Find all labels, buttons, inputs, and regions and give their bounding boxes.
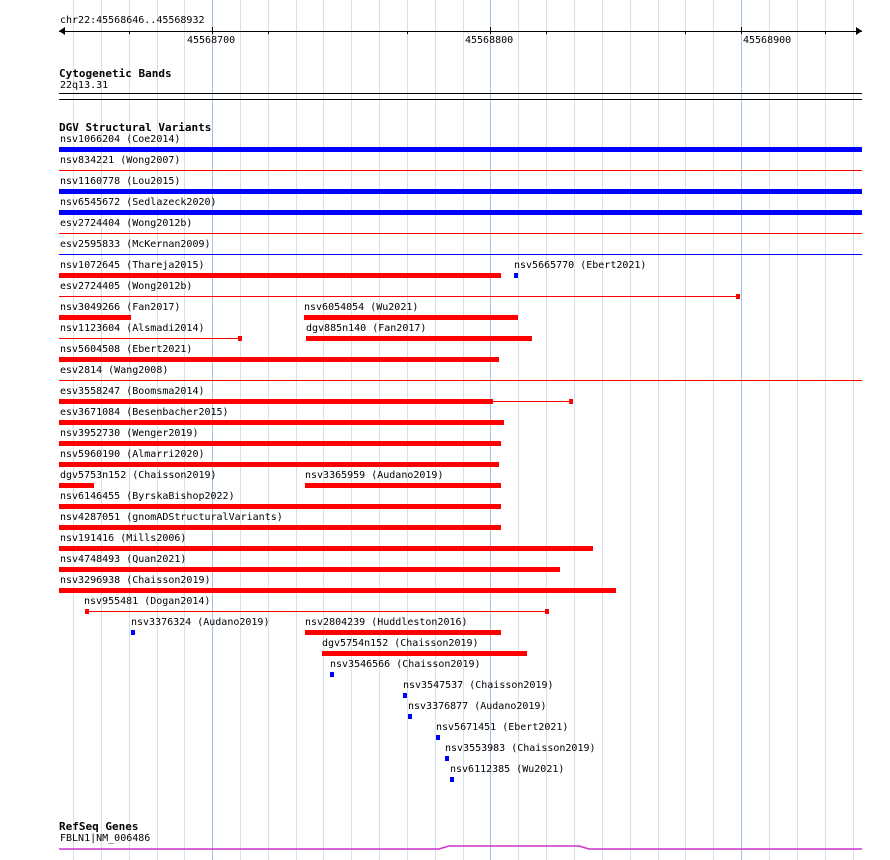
ruler-tick: [490, 27, 491, 34]
variant-label[interactable]: nsv3547537 (Chaisson2019): [403, 680, 554, 691]
grid-line: [685, 0, 686, 860]
variant-feature[interactable]: [306, 336, 532, 341]
ruler-tick: [407, 31, 408, 34]
variant-feature-tail: [493, 401, 571, 402]
tick-label: 45568900: [743, 35, 792, 46]
grid-line-major: [741, 0, 742, 860]
variant-label[interactable]: nsv6054054 (Wu2021): [304, 302, 419, 313]
variant-label[interactable]: nsv3376324 (Audano2019): [131, 617, 270, 628]
variant-feature[interactable]: [59, 380, 862, 381]
grid-line: [602, 0, 603, 860]
ruler-tick: [212, 27, 213, 34]
variant-label[interactable]: nsv1160778 (Lou2015): [60, 176, 181, 187]
variant-label[interactable]: nsv3952730 (Wenger2019): [60, 428, 199, 439]
variant-label[interactable]: nsv5671451 (Ebert2021): [436, 722, 569, 733]
grid-line: [713, 0, 714, 860]
variant-label[interactable]: nsv5960190 (Almarri2020): [60, 449, 205, 460]
refseq-gene-feature[interactable]: [59, 842, 862, 856]
grid-line: [658, 0, 659, 860]
variant-feature[interactable]: [322, 651, 527, 656]
variant-feature[interactable]: [408, 714, 412, 719]
variant-feature[interactable]: [450, 777, 454, 782]
variant-label[interactable]: nsv834221 (Wong2007): [60, 155, 181, 166]
variant-label[interactable]: dgv5754n152 (Chaisson2019): [322, 638, 479, 649]
variant-feature[interactable]: [59, 189, 862, 194]
ruler-tick: [741, 27, 742, 34]
variant-feature[interactable]: [59, 315, 131, 320]
variant-label[interactable]: nsv4287051 (gnomADStructuralVariants): [60, 512, 283, 523]
tick-label: 45568800: [465, 35, 514, 46]
variant-label[interactable]: dgv885n140 (Fan2017): [306, 323, 427, 334]
variant-label[interactable]: nsv191416 (Mills2006): [60, 533, 187, 544]
variant-feature[interactable]: [59, 462, 499, 467]
variant-label[interactable]: nsv3546566 (Chaisson2019): [330, 659, 481, 670]
tick-label: 45568700: [187, 35, 236, 46]
variant-feature-end: [85, 609, 89, 614]
ruler-tick: [685, 31, 686, 34]
grid-line: [240, 0, 241, 860]
variant-feature[interactable]: [59, 546, 593, 551]
grid-line: [268, 0, 269, 860]
variant-feature[interactable]: [436, 735, 440, 740]
variant-feature[interactable]: [330, 672, 334, 677]
variant-feature[interactable]: [59, 147, 862, 152]
variant-feature[interactable]: [59, 504, 501, 509]
grid-line: [825, 0, 826, 860]
variant-label[interactable]: dgv5753n152 (Chaisson2019): [60, 470, 217, 481]
variant-label[interactable]: nsv5665770 (Ebert2021): [514, 260, 647, 271]
variant-label[interactable]: nsv4748493 (Quan2021): [60, 554, 187, 565]
variant-label[interactable]: nsv5604508 (Ebert2021): [60, 344, 193, 355]
variant-label[interactable]: esv3558247 (Boomsma2014): [60, 386, 205, 397]
variant-feature[interactable]: [59, 399, 493, 404]
variant-feature[interactable]: [514, 273, 518, 278]
cytoband-band-bottom: [59, 99, 862, 100]
variant-feature[interactable]: [59, 441, 501, 446]
dgv-track-title[interactable]: DGV Structural Variants: [59, 121, 212, 134]
variant-label[interactable]: nsv2804239 (Huddleston2016): [305, 617, 468, 628]
grid-line: [769, 0, 770, 860]
variant-label[interactable]: nsv1066204 (Coe2014): [60, 134, 181, 145]
ruler-tick: [825, 31, 826, 34]
variant-feature[interactable]: [59, 483, 94, 488]
variant-feature[interactable]: [403, 693, 407, 698]
grid-line: [296, 0, 297, 860]
variant-feature[interactable]: [445, 756, 449, 761]
variant-feature[interactable]: [85, 611, 547, 612]
variant-label[interactable]: nsv3365959 (Audano2019): [305, 470, 444, 481]
cytoband-track-title[interactable]: Cytogenetic Bands: [59, 67, 172, 80]
variant-feature[interactable]: [59, 296, 739, 297]
variant-feature[interactable]: [59, 338, 241, 339]
cytoband-label[interactable]: 22q13.31: [60, 80, 109, 91]
variant-feature[interactable]: [59, 273, 501, 278]
variant-label[interactable]: nsv6112385 (Wu2021): [450, 764, 565, 775]
refseq-gene-label[interactable]: FBLN1|NM_006486: [60, 833, 151, 844]
scroll-left-arrow-icon[interactable]: [59, 27, 65, 35]
variant-feature[interactable]: [131, 630, 135, 635]
variant-label[interactable]: esv2814 (Wang2008): [60, 365, 169, 376]
variant-feature-end: [569, 399, 573, 404]
ruler-tick: [546, 31, 547, 34]
scroll-right-arrow-icon[interactable]: [856, 27, 862, 35]
grid-line: [407, 0, 408, 860]
grid-line: [853, 0, 854, 860]
variant-label[interactable]: nsv3296938 (Chaisson2019): [60, 575, 211, 586]
variant-label[interactable]: nsv3553983 (Chaisson2019): [445, 743, 596, 754]
variant-feature[interactable]: [59, 357, 499, 362]
variant-label[interactable]: nsv1072645 (Thareja2015): [60, 260, 205, 271]
grid-line-major: [212, 0, 213, 860]
variant-feature[interactable]: [305, 483, 501, 488]
variant-label[interactable]: nsv6545672 (Sedlazeck2020): [60, 197, 217, 208]
variant-feature[interactable]: [59, 567, 560, 572]
variant-feature[interactable]: [59, 588, 616, 593]
ruler-tick: [268, 31, 269, 34]
cytoband-band[interactable]: [59, 93, 862, 94]
variant-label[interactable]: esv2595833 (McKernan2009): [60, 239, 211, 250]
grid-line: [379, 0, 380, 860]
grid-line: [797, 0, 798, 860]
grid-line: [574, 0, 575, 860]
variant-label[interactable]: nsv3376877 (Audano2019): [408, 701, 547, 712]
variant-feature[interactable]: [304, 315, 518, 320]
variant-feature-end: [238, 336, 242, 341]
variant-feature[interactable]: [59, 525, 501, 530]
variant-feature[interactable]: [59, 254, 862, 255]
grid-line: [630, 0, 631, 860]
variant-feature[interactable]: [59, 170, 862, 171]
grid-line: [323, 0, 324, 860]
ruler-tick: [129, 31, 130, 34]
variant-label[interactable]: nsv6146455 (ByrskaBishop2022): [60, 491, 235, 502]
variant-feature[interactable]: [59, 233, 862, 234]
variant-feature[interactable]: [305, 630, 501, 635]
region-label: chr22:45568646..45568932: [60, 15, 205, 26]
variant-label[interactable]: esv2724405 (Wong2012b): [60, 281, 193, 292]
variant-label[interactable]: nsv3049266 (Fan2017): [60, 302, 181, 313]
variant-feature-end: [545, 609, 549, 614]
variant-label[interactable]: esv2724404 (Wong2012b): [60, 218, 193, 229]
variant-feature-end: [736, 294, 740, 299]
variant-feature[interactable]: [59, 420, 504, 425]
variant-label[interactable]: esv3671084 (Besenbacher2015): [60, 407, 229, 418]
refseq-track-title[interactable]: RefSeq Genes: [59, 820, 139, 833]
grid-line: [351, 0, 352, 860]
variant-label[interactable]: nsv955481 (Dogan2014): [84, 596, 211, 607]
variant-feature[interactable]: [59, 210, 862, 215]
variant-label[interactable]: nsv1123604 (Alsmadi2014): [60, 323, 205, 334]
